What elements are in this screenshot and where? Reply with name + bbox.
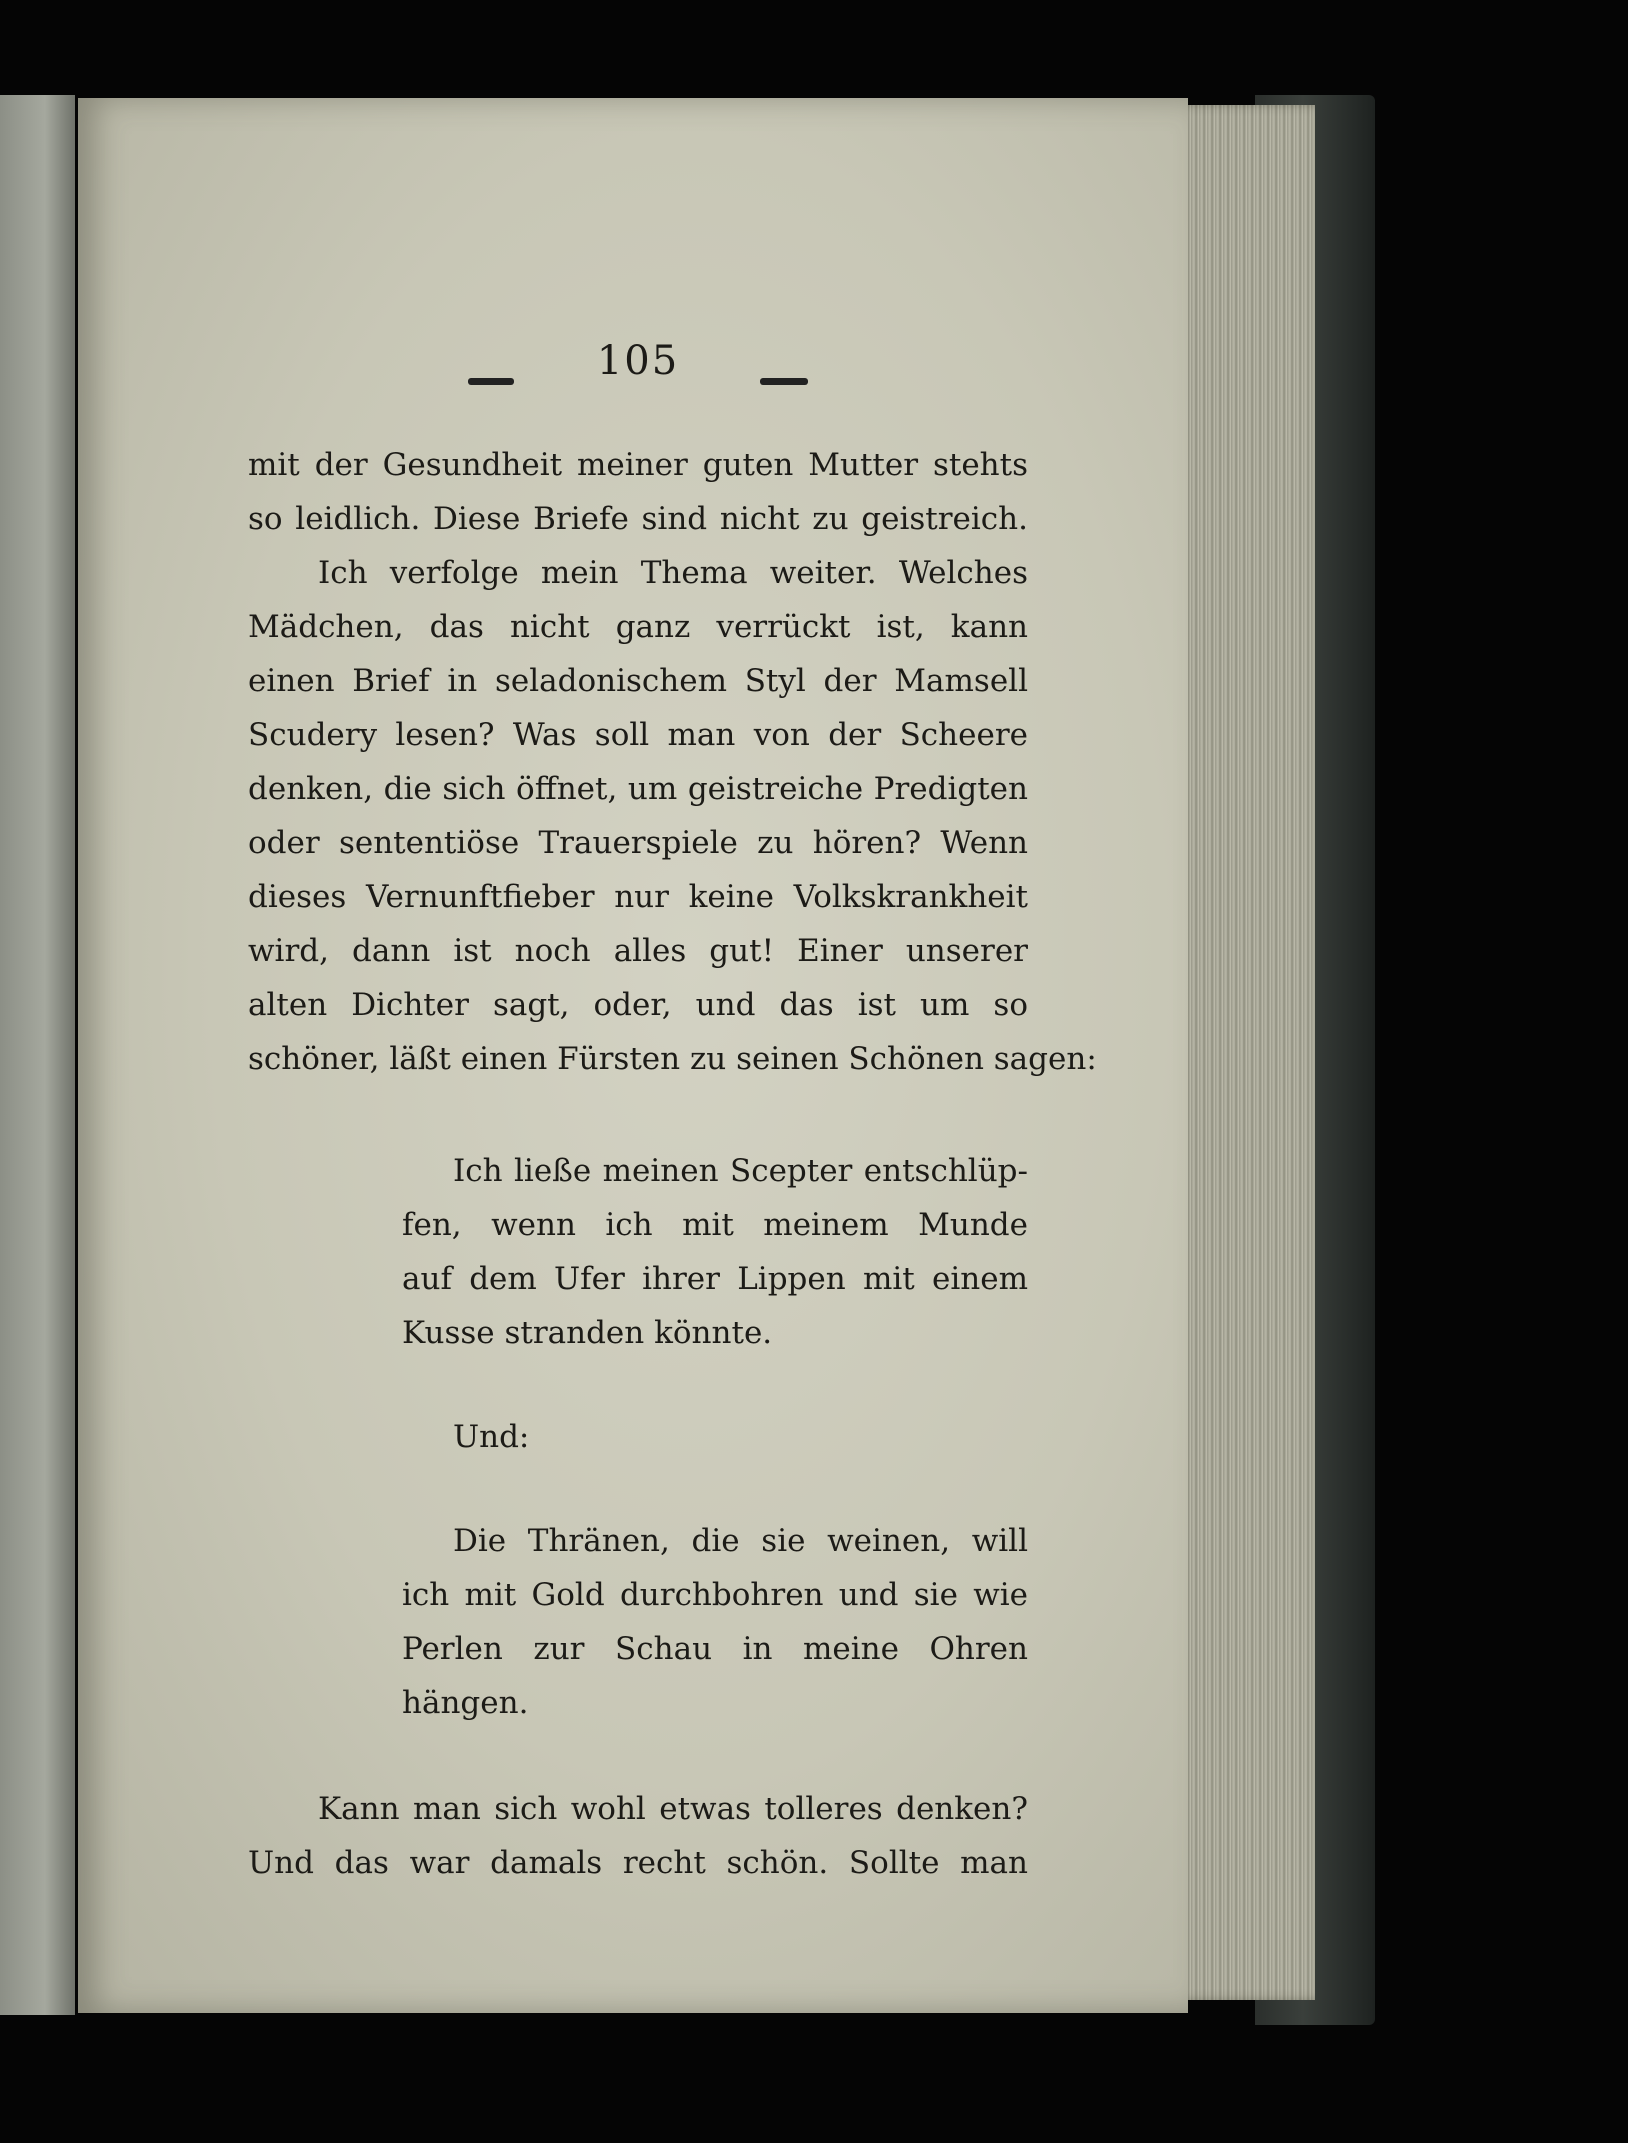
text-line: Und das war damals recht schön. Sollte man bbox=[248, 1845, 1028, 1881]
text-line: Mädchen, das nicht ganz verrückt ist, kann bbox=[248, 609, 1028, 645]
text-line: denken, die sich öffnet, um geistreiche Predigten bbox=[248, 771, 1028, 807]
text-line: oder sententiöse Trauerspiele zu hören? Wenn bbox=[248, 825, 1028, 861]
page-header bbox=[468, 338, 808, 398]
quote-line: Kusse stranden könnte. bbox=[402, 1315, 773, 1351]
quote-line: fen, wenn ich mit meinem Munde bbox=[402, 1207, 1028, 1243]
page-number: 105 bbox=[596, 338, 680, 384]
quote-line: hängen. bbox=[402, 1685, 529, 1721]
text-line: Scudery lesen? Was soll man von der Scheere bbox=[248, 717, 1028, 753]
text-line: Ich verfolge mein Thema weiter. Welches bbox=[318, 555, 1028, 591]
quote-line: auf dem Ufer ihrer Lippen mit einem bbox=[402, 1261, 1028, 1297]
facing-page-fragment bbox=[0, 95, 75, 2015]
page-block-edges bbox=[1175, 105, 1315, 2000]
text-line: mit der Gesundheit meiner guten Mutter stehts bbox=[248, 447, 1028, 483]
text-line: Kann man sich wohl etwas tolleres denken? bbox=[318, 1791, 1028, 1827]
text-line: schöner, läßt einen Fürsten zu seinen Schönen sagen: bbox=[248, 1041, 1097, 1077]
text-line: so leidlich. Diese Briefe sind nicht zu geistreich. bbox=[248, 501, 1028, 537]
book-page bbox=[78, 98, 1188, 2013]
quote-line: Ich ließe meinen Scepter entschlüp- bbox=[453, 1153, 1028, 1189]
quote-line: Perlen zur Schau in meine Ohren bbox=[402, 1631, 1028, 1667]
text-line: einen Brief in seladonischem Styl der Mamsell bbox=[248, 663, 1028, 699]
text-line: wird, dann ist noch alles gut! Einer unserer bbox=[248, 933, 1028, 969]
header-dash-right bbox=[760, 378, 808, 385]
quote-line: Die Thränen, die sie weinen, will bbox=[453, 1523, 1028, 1559]
text-line: dieses Vernunftfieber nur keine Volkskrankheit bbox=[248, 879, 1028, 915]
und-line: Und: bbox=[453, 1419, 530, 1455]
quote-line: ich mit Gold durchbohren und sie wie bbox=[402, 1577, 1028, 1613]
text-line: alten Dichter sagt, oder, und das ist um so bbox=[248, 987, 1028, 1023]
